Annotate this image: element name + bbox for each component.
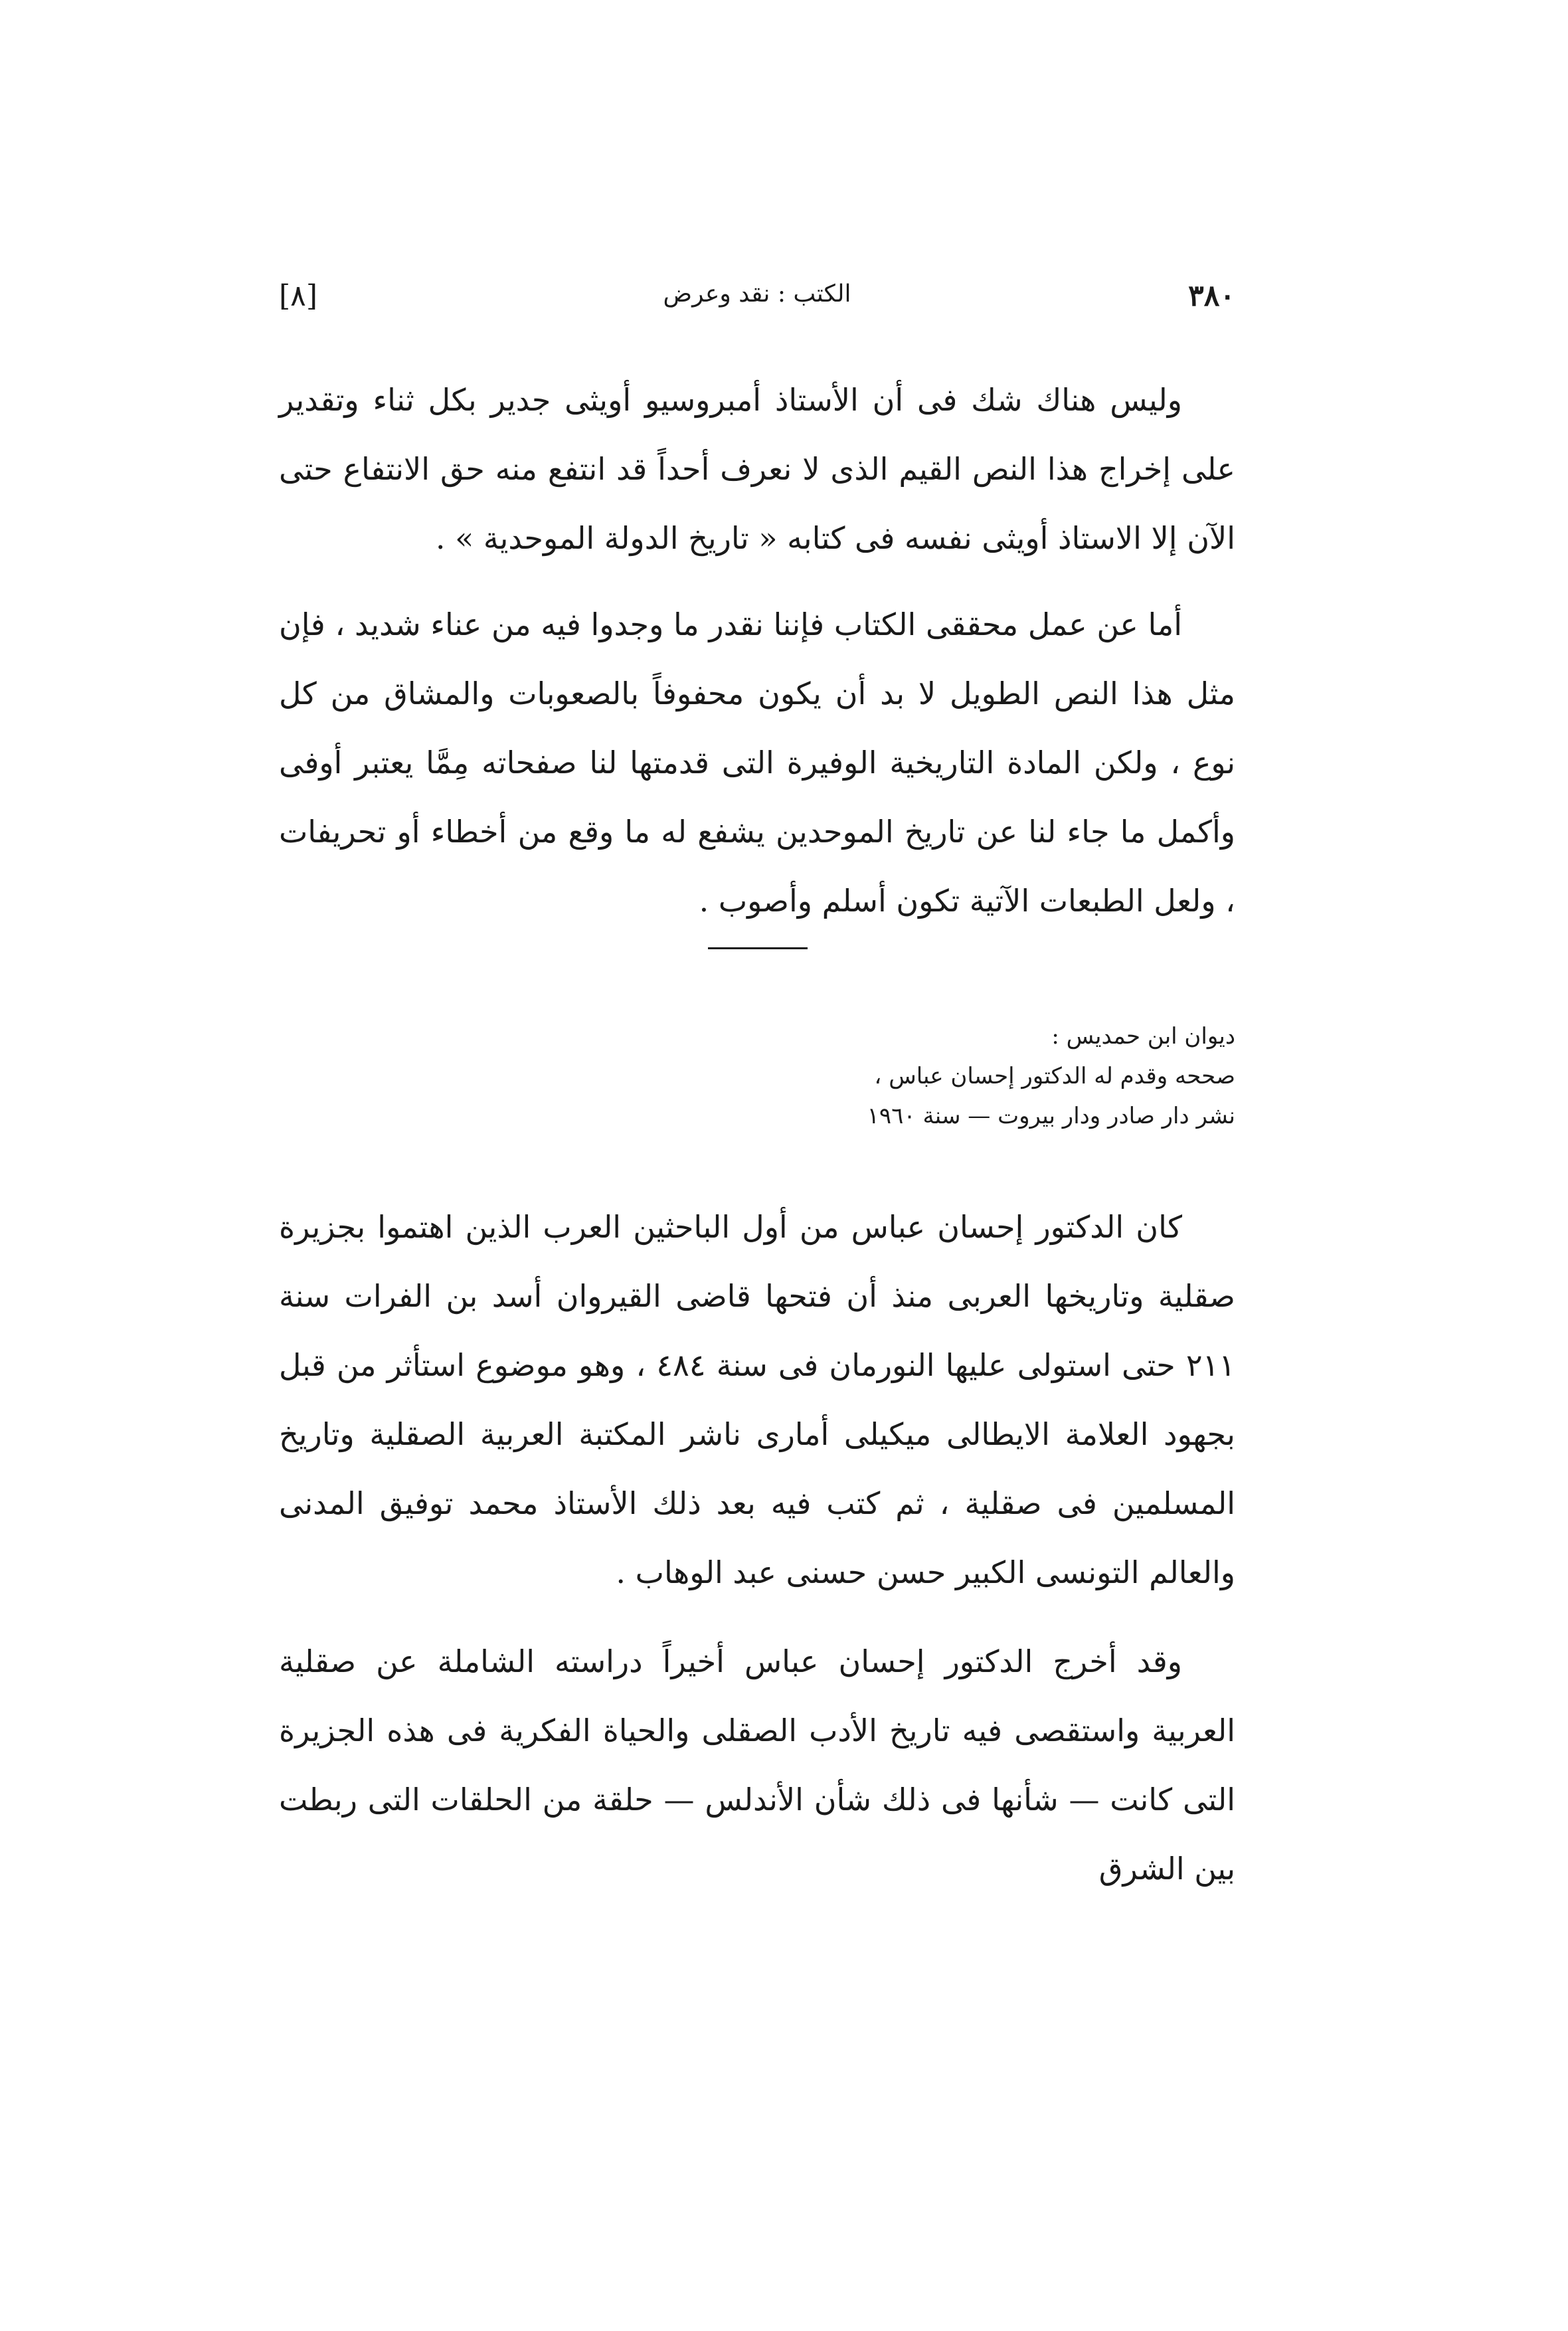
issue-bracket: [٨] (279, 279, 317, 313)
page-number: ٣٨٠ (1188, 279, 1235, 313)
book-publisher: نشر دار صادر ودار بيروت — سنة ١٩٦٠ (867, 1103, 1235, 1129)
book-editor: صححه وقدم له الدكتور إحسان عباس ، (874, 1063, 1235, 1089)
paragraph: وليس هناك شك فى أن الأستاذ أمبروسيو أويثى جدير بكل ثناء وتقدير على إخراج هذا النص القيم الذى لا نعرف أحداً قد انتفع منه حق الانتفاع حتى الآن إلا الاستاذ أويثى نفسه فى كتابه « تاريخ الدولة الموحدية » . (279, 382, 1235, 556)
page-header (279, 279, 1235, 326)
new-review (279, 1192, 1235, 1903)
paragraph: وقد أخرج الدكتور إحسان عباس أخيراً دراسته الشاملة عن صقلية العربية واستقصى فيه تاريخ الأدب الصقلى والحياة الفكرية فى هذه الجزيرة التى كانت — شأنها فى ذلك شأن الأندلس — حلقة من الحلقات التى ربطت بين الشرق (279, 1643, 1235, 1887)
section-divider (708, 947, 808, 949)
paragraph: أما عن عمل محققى الكتاب فإننا نقدر ما وجدوا فيه من عناء شديد ، فإن مثل هذا النص الطويل لا بد أن يكون محفوفاً بالصعوبات والمشاق من كل نوع ، ولكن المادة التاريخية الوفيرة التى قدمتها لنا صفحاته مِمَّا يعتبر أوفى وأكمل ما جاء لنا عن تاريخ الموحدين يشفع له ما وقع من أخطاء أو تحريفات ، ولعل الطبعات الآتية تكون أسلم وأصوب . (279, 606, 1235, 919)
running-title: الكتب : نقد وعرض (663, 280, 851, 308)
paragraph: كان الدكتور إحسان عباس من أول الباحثين العرب الذين اهتموا بجزيرة صقلية وتاريخها العربى منذ أن فتحها قاضى القيروان أسد بن الفرات سنة ٢١١ حتى استولى عليها النورمان فى سنة ٤٨٤ ، وهو موضوع استأثر من قبل بجهود العلامة الايطالى ميكيلى أمارى ناشر المكتبة العربية الصقلية وتاريخ المسلمين فى صقلية ، ثم كتب فيه بعد ذلك الأستاذ محمد توفيق المدنى والعالم التونسى الكبير حسن حسنى عبد الوهاب . (279, 1209, 1235, 1590)
bibliographic-entry (279, 1016, 1235, 1136)
book-title: ديوان ابن حمديس : (1051, 1023, 1235, 1050)
review-continuation (279, 365, 1235, 935)
